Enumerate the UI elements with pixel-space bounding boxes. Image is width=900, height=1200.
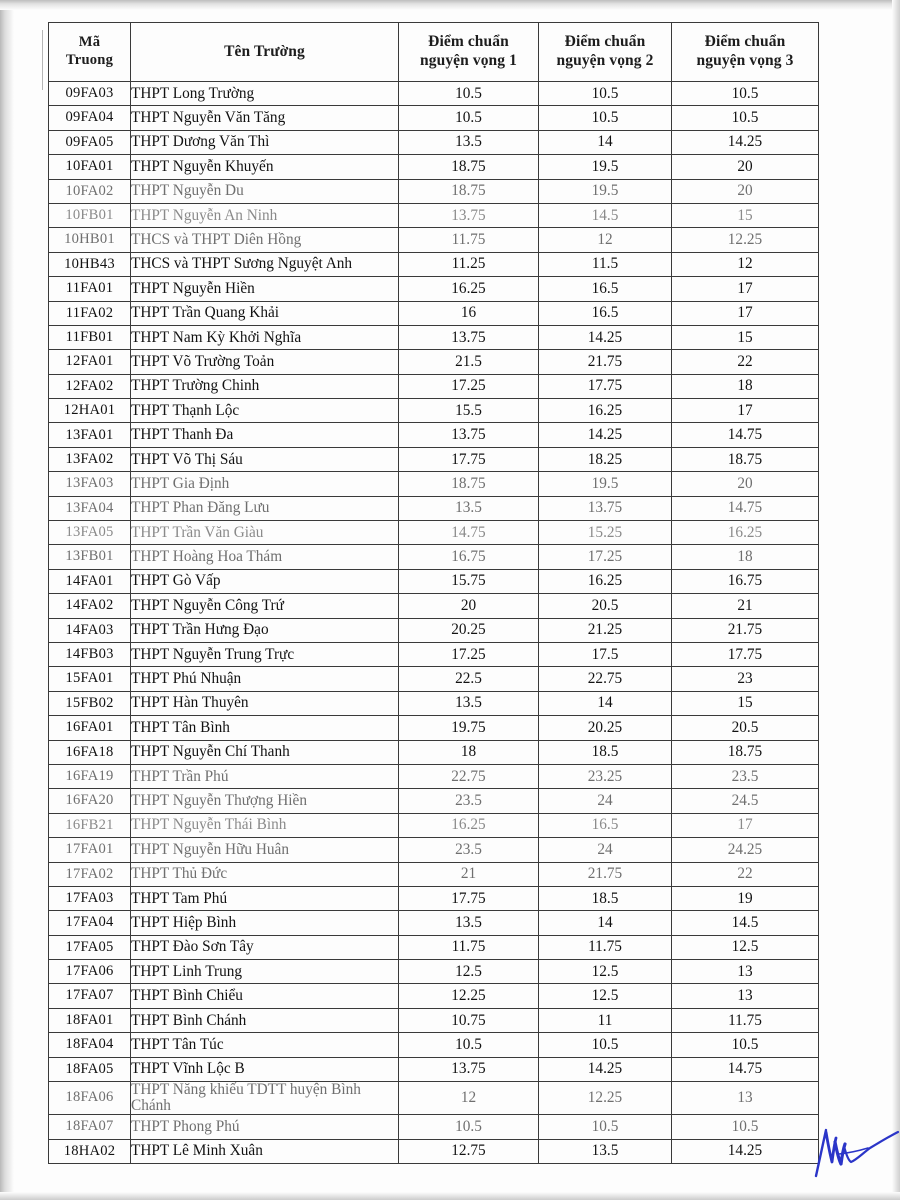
cell-score-wish3: 22 <box>672 862 819 886</box>
cell-score-wish2: 22.75 <box>539 667 672 691</box>
cell-school-name: THPT Dương Văn Thì <box>131 130 399 154</box>
cell-school-name: THPT Nguyễn Hữu Huân <box>131 838 399 862</box>
header-nv1-line1: Điểm chuẩn <box>428 33 509 51</box>
cell-school-name: THPT Thủ Đức <box>131 862 399 886</box>
cell-school-code: 18FA07 <box>49 1115 131 1139</box>
cell-school-code: 11FA01 <box>49 277 131 301</box>
cell-school-name: THPT Hoàng Hoa Thám <box>131 545 399 569</box>
cell-school-name: THPT Phong Phú <box>131 1115 399 1139</box>
cell-school-name: THPT Nguyễn Khuyến <box>131 155 399 179</box>
table-row <box>49 155 819 179</box>
cell-school-name: THPT Nguyễn An Ninh <box>131 203 399 227</box>
table-row <box>49 886 819 910</box>
cell-school-name: THPT Long Trường <box>131 82 399 106</box>
cell-school-code: 17FA06 <box>49 960 131 984</box>
cell-school-code: 14FB03 <box>49 642 131 666</box>
header-nv3-line1: Điểm chuẩn <box>704 33 786 51</box>
cell-school-name: THPT Võ Trường Toản <box>131 350 399 374</box>
cell-score-wish3: 10.5 <box>672 1033 819 1057</box>
cell-school-code: 13FA03 <box>49 472 131 496</box>
cell-school-code: 09FA03 <box>49 82 131 106</box>
cell-score-wish1: 23.5 <box>399 789 539 813</box>
table-row <box>49 813 819 837</box>
table-row <box>49 399 819 423</box>
table-row <box>49 862 819 886</box>
cell-score-wish2: 13.75 <box>539 496 672 520</box>
score-table-container <box>48 22 818 1164</box>
cell-school-name: THPT Thạnh Lộc <box>131 399 399 423</box>
cell-school-code: 18HA02 <box>49 1139 131 1163</box>
table-row <box>49 618 819 642</box>
cell-school-code: 18FA06 <box>49 1082 131 1115</box>
cell-score-wish2: 13.5 <box>539 1139 672 1163</box>
cell-school-name: THPT Năng khiếu TDTT huyện Bình Chánh <box>131 1082 399 1115</box>
cell-school-code: 16FB21 <box>49 813 131 837</box>
cell-school-name: THPT Hàn Thuyên <box>131 691 399 715</box>
cell-score-wish2: 12.5 <box>539 960 672 984</box>
cell-score-wish3: 14.25 <box>672 130 819 154</box>
cell-school-name: THPT Gia Định <box>131 472 399 496</box>
cell-score-wish1: 20.25 <box>399 618 539 642</box>
cell-score-wish3: 10.5 <box>672 106 819 130</box>
header-row <box>49 23 819 82</box>
cell-score-wish1: 12.5 <box>399 960 539 984</box>
cell-score-wish2: 18.25 <box>539 447 672 471</box>
cell-score-wish3: 17 <box>672 277 819 301</box>
cell-school-code: 15FA01 <box>49 667 131 691</box>
cell-score-wish1: 21.5 <box>399 350 539 374</box>
cell-school-name: THPT Nguyễn Du <box>131 179 399 203</box>
cell-score-wish2: 14 <box>539 911 672 935</box>
cell-score-wish2: 15.25 <box>539 521 672 545</box>
column-header-score-wish1 <box>399 23 539 82</box>
cell-score-wish2: 17.5 <box>539 642 672 666</box>
cell-school-name: THCS và THPT Diên Hồng <box>131 228 399 252</box>
cell-score-wish3: 17 <box>672 813 819 837</box>
header-nv2-line1: Điểm chuẩn <box>564 33 646 51</box>
cell-score-wish2: 11.5 <box>539 252 672 276</box>
cell-score-wish1: 12.25 <box>399 984 539 1008</box>
table-row <box>49 1115 819 1139</box>
table-row <box>49 984 819 1008</box>
cell-school-code: 17FA07 <box>49 984 131 1008</box>
cell-score-wish1: 18 <box>399 740 539 764</box>
cell-school-name: THPT Bình Chiểu <box>131 984 399 1008</box>
cell-school-code: 11FA02 <box>49 301 131 325</box>
cell-score-wish3: 23.5 <box>672 764 819 788</box>
cell-score-wish2: 12 <box>539 228 672 252</box>
cell-score-wish2: 16.5 <box>539 277 672 301</box>
table-row <box>49 350 819 374</box>
cell-score-wish1: 23.5 <box>399 838 539 862</box>
table-row <box>49 1008 819 1032</box>
cell-score-wish1: 15.5 <box>399 399 539 423</box>
table-row <box>49 423 819 447</box>
table-row <box>49 789 819 813</box>
cell-school-name: THPT Trần Phú <box>131 764 399 788</box>
cell-score-wish3: 14.25 <box>672 1139 819 1163</box>
scan-edge-right <box>892 0 900 1200</box>
cell-score-wish1: 12 <box>399 1082 539 1115</box>
cell-score-wish3: 16.75 <box>672 569 819 593</box>
cell-score-wish2: 11 <box>539 1008 672 1032</box>
scan-edge-top <box>0 0 900 10</box>
cell-score-wish1: 13.75 <box>399 325 539 349</box>
cell-score-wish3: 21 <box>672 594 819 618</box>
cell-score-wish2: 18.5 <box>539 740 672 764</box>
cell-school-name: THPT Trường Chinh <box>131 374 399 398</box>
cell-school-code: 12FA02 <box>49 374 131 398</box>
cell-score-wish2: 21.75 <box>539 862 672 886</box>
header-code-line1: Mã <box>78 34 101 51</box>
cell-score-wish2: 24 <box>539 789 672 813</box>
cell-score-wish1: 20 <box>399 594 539 618</box>
table-row <box>49 521 819 545</box>
cell-school-code: 10HB43 <box>49 252 131 276</box>
cell-school-code: 13FB01 <box>49 545 131 569</box>
table-row <box>49 691 819 715</box>
cell-score-wish2: 20.5 <box>539 594 672 618</box>
cell-score-wish1: 17.75 <box>399 886 539 910</box>
cell-school-name: THPT Nam Kỳ Khởi Nghĩa <box>131 325 399 349</box>
cell-score-wish3: 12.5 <box>672 935 819 959</box>
cell-score-wish1: 11.75 <box>399 935 539 959</box>
cell-school-code: 13FA04 <box>49 496 131 520</box>
cell-score-wish2: 14.25 <box>539 325 672 349</box>
table-row <box>49 277 819 301</box>
cell-score-wish1: 10.5 <box>399 82 539 106</box>
table-row <box>49 203 819 227</box>
cell-school-name: THPT Nguyễn Thái Bình <box>131 813 399 837</box>
table-row <box>49 642 819 666</box>
cell-school-name: THPT Hiệp Bình <box>131 911 399 935</box>
cell-score-wish3: 17.75 <box>672 642 819 666</box>
cell-score-wish3: 12 <box>672 252 819 276</box>
cell-school-name: THPT Linh Trung <box>131 960 399 984</box>
cell-score-wish3: 17 <box>672 301 819 325</box>
cell-score-wish3: 15 <box>672 325 819 349</box>
table-row <box>49 301 819 325</box>
cell-score-wish2: 16.5 <box>539 813 672 837</box>
table-row <box>49 838 819 862</box>
column-header-school-name <box>131 23 399 82</box>
cell-score-wish3: 10.5 <box>672 82 819 106</box>
cell-school-code: 17FA05 <box>49 935 131 959</box>
cell-score-wish3: 18.75 <box>672 447 819 471</box>
cell-score-wish3: 18 <box>672 374 819 398</box>
table-row <box>49 545 819 569</box>
table-row <box>49 496 819 520</box>
table-row <box>49 740 819 764</box>
scan-edge-bottom <box>0 1192 900 1200</box>
cell-score-wish1: 11.25 <box>399 252 539 276</box>
cell-school-name: THPT Nguyễn Trung Trực <box>131 642 399 666</box>
cell-score-wish3: 15 <box>672 203 819 227</box>
table-row <box>49 911 819 935</box>
cell-school-code: 16FA01 <box>49 716 131 740</box>
header-name-text: Tên Trường <box>224 42 305 60</box>
benchmark-score-table <box>48 22 819 1164</box>
cell-school-name: THPT Nguyễn Công Trứ <box>131 594 399 618</box>
cell-school-code: 10FB01 <box>49 203 131 227</box>
cell-score-wish3: 17 <box>672 399 819 423</box>
cell-school-name: THPT Trần Hưng Đạo <box>131 618 399 642</box>
cell-score-wish3: 14.75 <box>672 1057 819 1081</box>
cell-score-wish1: 13.75 <box>399 423 539 447</box>
cell-school-name: THPT Tân Bình <box>131 716 399 740</box>
cell-score-wish1: 11.75 <box>399 228 539 252</box>
cell-school-name: THPT Nguyễn Chí Thanh <box>131 740 399 764</box>
cell-score-wish1: 13.5 <box>399 130 539 154</box>
table-row <box>49 1082 819 1115</box>
table-row <box>49 935 819 959</box>
cell-score-wish1: 16.25 <box>399 277 539 301</box>
cell-score-wish3: 18 <box>672 545 819 569</box>
cell-score-wish1: 10.5 <box>399 1033 539 1057</box>
cell-score-wish1: 10.5 <box>399 1115 539 1139</box>
cell-score-wish3: 11.75 <box>672 1008 819 1032</box>
cell-score-wish2: 21.75 <box>539 350 672 374</box>
cell-score-wish2: 10.5 <box>539 1115 672 1139</box>
cell-score-wish2: 16.25 <box>539 399 672 423</box>
cell-school-code: 17FA03 <box>49 886 131 910</box>
cell-school-code: 13FA01 <box>49 423 131 447</box>
cell-score-wish1: 10.5 <box>399 106 539 130</box>
cell-score-wish2: 24 <box>539 838 672 862</box>
cell-score-wish2: 18.5 <box>539 886 672 910</box>
cell-score-wish2: 12.5 <box>539 984 672 1008</box>
cell-score-wish3: 24.25 <box>672 838 819 862</box>
table-row <box>49 130 819 154</box>
cell-school-code: 16FA20 <box>49 789 131 813</box>
cell-school-code: 16FA18 <box>49 740 131 764</box>
margin-rule <box>42 30 43 90</box>
cell-score-wish3: 13 <box>672 1082 819 1115</box>
cell-school-name: THPT Trần Quang Khải <box>131 301 399 325</box>
cell-score-wish1: 22.5 <box>399 667 539 691</box>
cell-score-wish1: 12.75 <box>399 1139 539 1163</box>
cell-school-name: THPT Tam Phú <box>131 886 399 910</box>
cell-score-wish2: 14.25 <box>539 1057 672 1081</box>
cell-score-wish1: 13.5 <box>399 496 539 520</box>
table-row <box>49 764 819 788</box>
cell-school-name: THPT Vĩnh Lộc B <box>131 1057 399 1081</box>
cell-school-code: 17FA01 <box>49 838 131 862</box>
cell-score-wish2: 21.25 <box>539 618 672 642</box>
cell-score-wish2: 19.5 <box>539 179 672 203</box>
cell-school-code: 11FB01 <box>49 325 131 349</box>
cell-school-name: THPT Gò Vấp <box>131 569 399 593</box>
cell-score-wish2: 14 <box>539 691 672 715</box>
cell-school-name: THPT Thanh Đa <box>131 423 399 447</box>
cell-school-name: THCS và THPT Sương Nguyệt Anh <box>131 252 399 276</box>
cell-score-wish1: 17.75 <box>399 447 539 471</box>
cell-school-name: THPT Nguyễn Văn Tăng <box>131 106 399 130</box>
table-row <box>49 594 819 618</box>
table-row <box>49 252 819 276</box>
cell-school-name: THPT Tân Túc <box>131 1033 399 1057</box>
cell-school-code: 13FA02 <box>49 447 131 471</box>
cell-score-wish1: 18.75 <box>399 472 539 496</box>
cell-score-wish1: 18.75 <box>399 179 539 203</box>
cell-score-wish1: 19.75 <box>399 716 539 740</box>
cell-score-wish1: 13.75 <box>399 1057 539 1081</box>
cell-score-wish3: 16.25 <box>672 521 819 545</box>
cell-score-wish3: 14.5 <box>672 911 819 935</box>
table-body <box>49 82 819 1164</box>
table-row <box>49 374 819 398</box>
column-header-score-wish3 <box>672 23 819 82</box>
cell-school-name: THPT Đào Sơn Tây <box>131 935 399 959</box>
cell-score-wish2: 17.75 <box>539 374 672 398</box>
table-row <box>49 1057 819 1081</box>
cell-score-wish2: 19.5 <box>539 472 672 496</box>
cell-school-code: 10FA01 <box>49 155 131 179</box>
cell-score-wish3: 18.75 <box>672 740 819 764</box>
table-row <box>49 667 819 691</box>
table-row <box>49 569 819 593</box>
table-row <box>49 1139 819 1163</box>
cell-school-code: 15FB02 <box>49 691 131 715</box>
column-header-school-code <box>49 23 131 82</box>
header-nv2-line2: nguyện vọng 2 <box>556 52 654 69</box>
cell-score-wish2: 14.5 <box>539 203 672 227</box>
cell-score-wish1: 21 <box>399 862 539 886</box>
header-nv3-line2: nguyện vọng 3 <box>696 52 794 69</box>
cell-school-code: 13FA05 <box>49 521 131 545</box>
cell-score-wish3: 20 <box>672 155 819 179</box>
cell-score-wish2: 19.5 <box>539 155 672 179</box>
cell-school-code: 09FA05 <box>49 130 131 154</box>
cell-score-wish1: 17.25 <box>399 642 539 666</box>
cell-school-name: THPT Nguyễn Thượng Hiền <box>131 789 399 813</box>
table-row <box>49 325 819 349</box>
cell-score-wish3: 14.75 <box>672 496 819 520</box>
cell-school-name: THPT Lê Minh Xuân <box>131 1139 399 1163</box>
cell-school-code: 10FA02 <box>49 179 131 203</box>
table-row <box>49 716 819 740</box>
cell-school-code: 14FA03 <box>49 618 131 642</box>
cell-score-wish3: 24.5 <box>672 789 819 813</box>
cell-score-wish1: 13.5 <box>399 691 539 715</box>
cell-score-wish2: 12.25 <box>539 1082 672 1115</box>
cell-score-wish1: 16.25 <box>399 813 539 837</box>
cell-score-wish3: 12.25 <box>672 228 819 252</box>
cell-school-code: 12HA01 <box>49 399 131 423</box>
cell-score-wish1: 22.75 <box>399 764 539 788</box>
cell-score-wish3: 23 <box>672 667 819 691</box>
cell-score-wish3: 20 <box>672 179 819 203</box>
cell-score-wish2: 11.75 <box>539 935 672 959</box>
table-row <box>49 472 819 496</box>
table-row <box>49 447 819 471</box>
cell-school-name: THPT Võ Thị Sáu <box>131 447 399 471</box>
cell-score-wish1: 13.5 <box>399 911 539 935</box>
cell-score-wish1: 10.75 <box>399 1008 539 1032</box>
cell-score-wish2: 16.5 <box>539 301 672 325</box>
cell-score-wish3: 20 <box>672 472 819 496</box>
cell-score-wish1: 18.75 <box>399 155 539 179</box>
cell-score-wish2: 14 <box>539 130 672 154</box>
cell-score-wish3: 13 <box>672 960 819 984</box>
cell-school-name: THPT Bình Chánh <box>131 1008 399 1032</box>
cell-school-code: 09FA04 <box>49 106 131 130</box>
table-row <box>49 82 819 106</box>
cell-school-code: 17FA04 <box>49 911 131 935</box>
handwritten-signature <box>806 1120 900 1184</box>
cell-score-wish1: 17.25 <box>399 374 539 398</box>
cell-school-code: 18FA04 <box>49 1033 131 1057</box>
table-row <box>49 228 819 252</box>
table-row <box>49 1033 819 1057</box>
cell-score-wish3: 14.75 <box>672 423 819 447</box>
cell-school-code: 12FA01 <box>49 350 131 374</box>
table-row <box>49 106 819 130</box>
cell-school-code: 16FA19 <box>49 764 131 788</box>
table-header <box>49 23 819 82</box>
cell-school-name: THPT Phan Đăng Lưu <box>131 496 399 520</box>
cell-score-wish1: 14.75 <box>399 521 539 545</box>
table-row <box>49 960 819 984</box>
cell-school-code: 18FA01 <box>49 1008 131 1032</box>
cell-school-name: THPT Phú Nhuận <box>131 667 399 691</box>
cell-score-wish3: 22 <box>672 350 819 374</box>
cell-score-wish2: 16.25 <box>539 569 672 593</box>
cell-score-wish1: 13.75 <box>399 203 539 227</box>
cell-score-wish3: 15 <box>672 691 819 715</box>
cell-score-wish3: 13 <box>672 984 819 1008</box>
cell-score-wish2: 17.25 <box>539 545 672 569</box>
cell-score-wish2: 10.5 <box>539 1033 672 1057</box>
scan-edge-left <box>0 0 14 1200</box>
cell-school-code: 14FA01 <box>49 569 131 593</box>
cell-score-wish2: 10.5 <box>539 82 672 106</box>
header-code-line2: Truong <box>65 52 114 68</box>
cell-score-wish2: 20.25 <box>539 716 672 740</box>
cell-school-code: 10HB01 <box>49 228 131 252</box>
cell-score-wish3: 10.5 <box>672 1115 819 1139</box>
header-nv1-line2: nguyện vọng 1 <box>420 52 517 69</box>
cell-school-name: THPT Trần Văn Giàu <box>131 521 399 545</box>
cell-school-code: 18FA05 <box>49 1057 131 1081</box>
cell-school-code: 14FA02 <box>49 594 131 618</box>
cell-score-wish2: 14.25 <box>539 423 672 447</box>
cell-score-wish2: 23.25 <box>539 764 672 788</box>
table-row <box>49 179 819 203</box>
cell-school-code: 17FA02 <box>49 862 131 886</box>
cell-score-wish1: 16.75 <box>399 545 539 569</box>
cell-score-wish1: 15.75 <box>399 569 539 593</box>
cell-school-name: THPT Nguyễn Hiền <box>131 277 399 301</box>
cell-score-wish3: 20.5 <box>672 716 819 740</box>
cell-score-wish3: 19 <box>672 886 819 910</box>
column-header-score-wish2 <box>539 23 672 82</box>
cell-score-wish3: 21.75 <box>672 618 819 642</box>
cell-score-wish1: 16 <box>399 301 539 325</box>
cell-score-wish2: 10.5 <box>539 106 672 130</box>
